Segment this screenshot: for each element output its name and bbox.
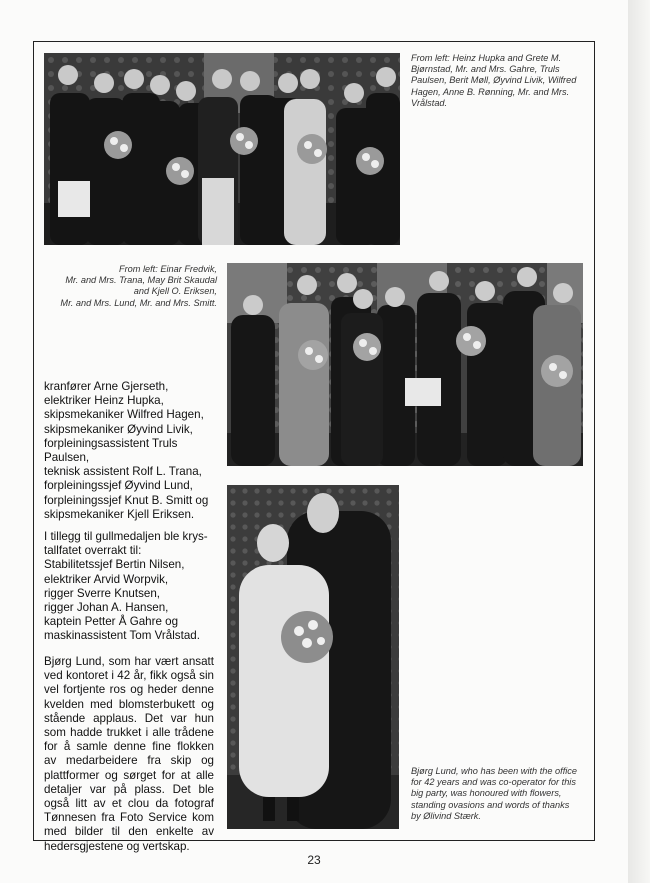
list-item: Paulsen, bbox=[44, 451, 90, 465]
list-item: teknisk assistent Rolf L. Trana, bbox=[44, 465, 202, 479]
list-item: skipsmekaniker Kjell Eriksen. bbox=[44, 507, 195, 521]
caption-line: and Kjell O. Eriksen, bbox=[133, 286, 217, 297]
bottom-photo-caption: Bjørg Lund, who has been with the office for 42 years and was co-operator for this big party, was honoured with flowers, standing ovasions and words of thanks by Ølivind Stærk. bbox=[411, 766, 577, 821]
group-photo-top bbox=[44, 53, 400, 245]
list-item: I tillegg til gullmedaljen ble krys- bbox=[44, 530, 208, 543]
list-item: elektriker Arvid Worpvik, bbox=[44, 572, 169, 586]
caption-line: From left: Einar Fredvik, bbox=[118, 264, 217, 274]
list-item: kaptein Petter Å Gahre og bbox=[44, 615, 179, 629]
portrait-photo-bottom bbox=[227, 485, 399, 829]
group-photo-middle bbox=[227, 263, 583, 466]
page-number: 23 bbox=[307, 853, 321, 867]
list-item: forpleiningssjef Knut B. Smitt og bbox=[44, 493, 209, 507]
article-paragraph: Bjørg Lund, som har vært ansatt ved kontoret i 42 år, fikk også sin vel fortjente ros og heder denne kvelden med blomsterbukett og stående applaus. Det var hun som hadde trukket i alle trådene for å samle denne fine flokken av medarbeidere fra skip og plattformer og sørget for at alle detaljer var på plass. Det ble også litt av et clou da fotograf Tønnesen fra Foto Service kom med bilder til den enkelte av hedersgjestene og vertskap. bbox=[44, 655, 214, 853]
list-item: elektriker Heinz Hupka, bbox=[44, 394, 164, 408]
list-item: forpleiningssjef Øyvind Lund, bbox=[44, 479, 193, 493]
list-item: Stabilitetssjef Bertin Nilsen, bbox=[44, 558, 185, 572]
top-photo-caption: From left: Heinz Hupka and Grete M. Bjørnstad, Mr. and Mrs. Gahre, Truls Paulsen, Berit Møll, Øyvind Livik, Wilfred Hagen, Anne B. Rønning, Mr. and Mrs. Vrålstad. bbox=[411, 53, 577, 108]
list-item: skipsmekaniker Øyvind Livik, bbox=[44, 422, 193, 436]
list-item: forpleiningsassistent Truls bbox=[44, 436, 178, 450]
list-item: rigger Johan A. Hansen, bbox=[44, 601, 169, 615]
list-item: kranfører Arne Gjerseth, bbox=[44, 380, 169, 393]
list-item: maskinassistent Tom Vrålstad. bbox=[44, 629, 200, 643]
list-item: rigger Sverre Knutsen, bbox=[44, 586, 160, 600]
list-item: skipsmekaniker Wilfred Hagen, bbox=[44, 408, 204, 422]
page-edge bbox=[628, 0, 650, 883]
honoree-list-1 bbox=[44, 380, 222, 522]
caption-line: Mr. and Mrs. Trana, May Brit Skaudal bbox=[65, 275, 217, 286]
list-item: tallfatet overrakt til: bbox=[44, 544, 142, 558]
honoree-list-2 bbox=[44, 530, 224, 644]
middle-photo-caption bbox=[44, 264, 217, 309]
caption-line: Mr. and Mrs. Lund, Mr. and Mrs. Smitt. bbox=[60, 297, 217, 308]
